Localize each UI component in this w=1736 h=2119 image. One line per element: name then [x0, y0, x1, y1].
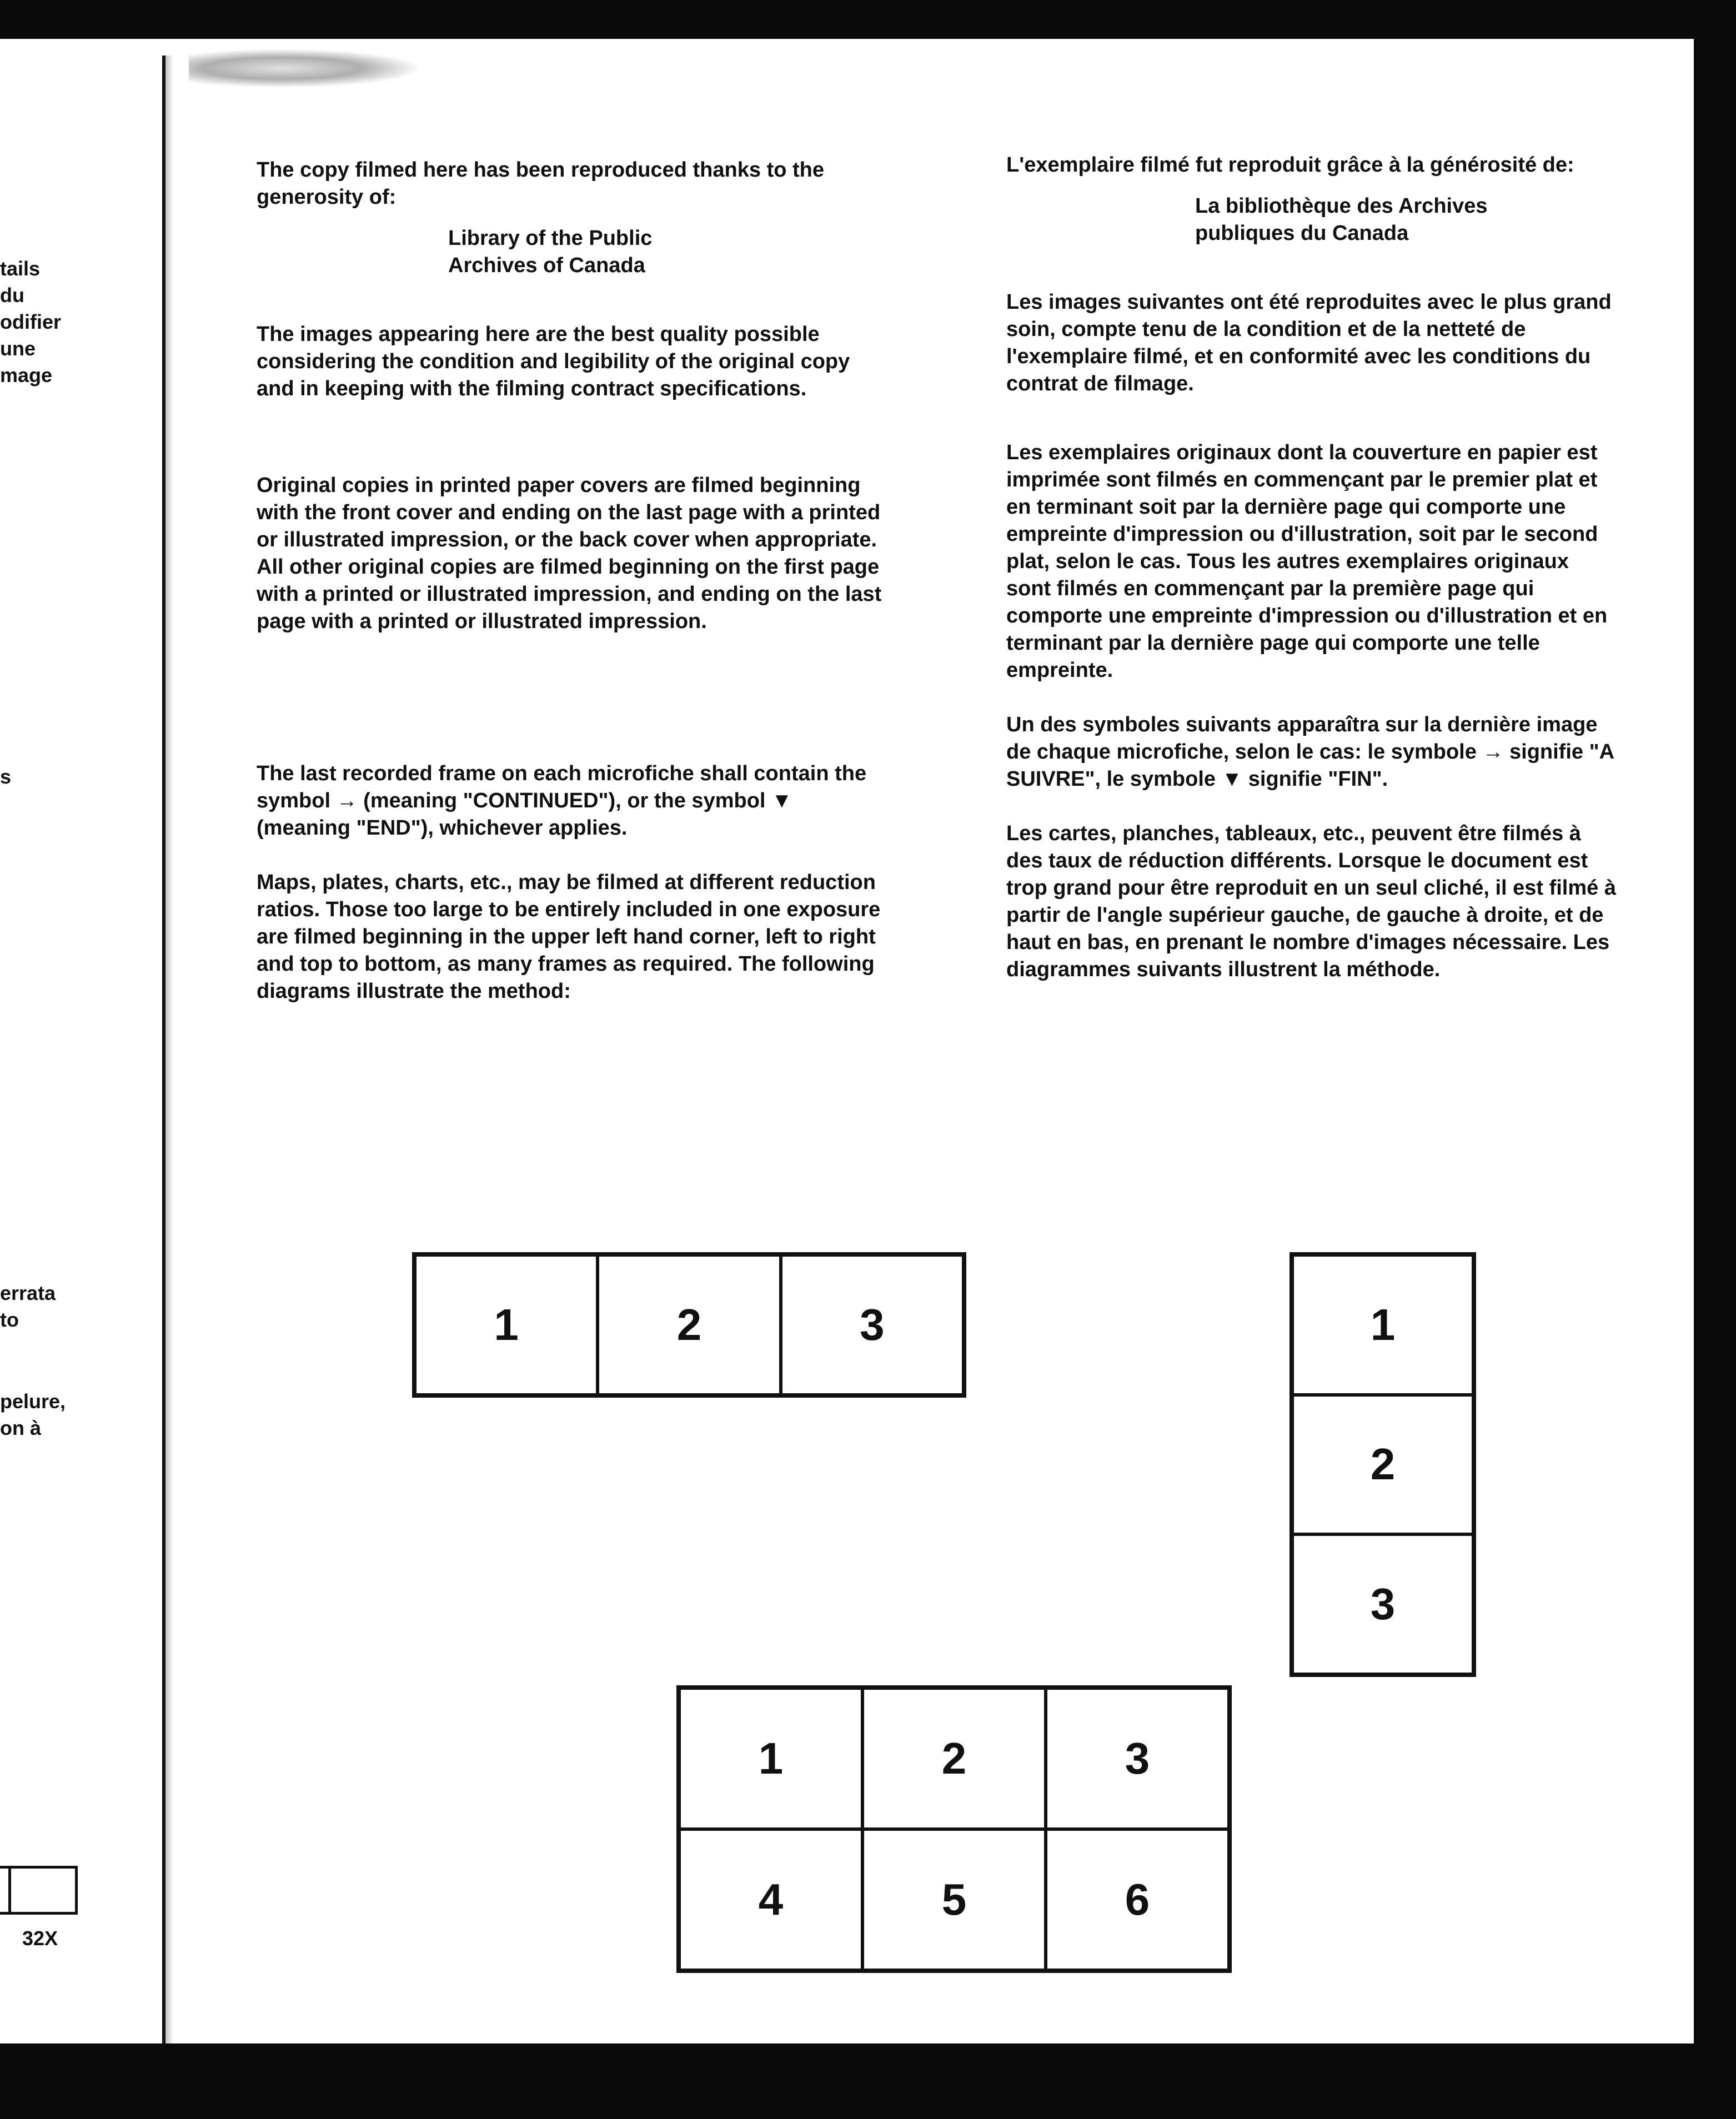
document-page — [0, 39, 1694, 2043]
fragment-line: du — [0, 284, 24, 307]
frame-cell: 3 — [781, 1255, 964, 1395]
french-intro: L'exemplaire filmé fut reproduit grâce à la générosité de: — [1006, 153, 1574, 177]
english-image-quality: The images appearing here are the best quality possible considering the condition and legibility of the original copy and in keeping with the filming contract specifications. — [257, 323, 850, 400]
left-page-fragment-group-3 — [0, 1280, 56, 1333]
triangle-down-icon: ▼ — [1221, 767, 1243, 791]
frame-cell: 1 — [1292, 1255, 1473, 1395]
frame-cell: 5 — [862, 1829, 1046, 1970]
french-library-line-2: publiques du Canada — [1195, 222, 1409, 245]
english-maps-paragraph: Maps, plates, charts, etc., may be filmed at different reduction ratios. Those too large to be entirely included in one exposure are filmed beginning in the upper left hand corner, left to right and top to bottom, as many frames as required. The following diagrams illustrate the method: — [257, 871, 881, 1003]
scan-debris — [189, 49, 422, 88]
french-maps-paragraph: Les cartes, planches, tableaux, etc., peuvent être filmés à des taux de réduction différents. Lorsque le document est trop grand pour être reproduit en un seul cliché, il est filmé à partir de l'angle supérieur gauche, de gauche à droite, et de haut en bas, en prenant le nombre d'images nécessaire. Les diagrammes suivants illustrent la méthode. — [1006, 822, 1616, 981]
fragment-line: errata — [0, 1282, 56, 1304]
triangle-down-icon: ▼ — [771, 789, 792, 812]
left-page-fragment-group-4 — [0, 1388, 66, 1442]
resolution-label-32x: 32X — [22, 1927, 58, 1950]
english-intro: The copy filmed here has been reproduced thanks to the generosity of: — [257, 158, 824, 209]
french-symbols-paragraph — [1006, 711, 1617, 793]
fragment-line: pelure, — [0, 1390, 66, 1413]
french-library-name — [1195, 193, 1617, 247]
english-original-copies: Original copies in printed paper covers are filmed beginning with the front cover and ending on the last page with a printed or illustrated impression, or the back cover when appropriate. All other original copies are filmed beginning on the first page with a printed or illustrated impression, and ending on the last page with a printed or illustrated impression. — [257, 474, 882, 633]
frame-cell: 1 — [415, 1255, 598, 1395]
diagram-horizontal-frames — [412, 1252, 966, 1398]
fragment-line: une — [0, 337, 36, 360]
fragment-line: to — [0, 1308, 19, 1331]
english-symbols-paragraph — [257, 760, 884, 842]
french-symbols-text-a: Un des symboles suivants apparaîtra sur la dernière image de chaque microfiche, selon le cas: le symbole — [1006, 713, 1598, 764]
fragment-line: odifier — [0, 310, 62, 333]
french-image-quality: Les images suivantes ont été reproduites avec le plus grand soin, compte tenu de la condition et de la netteté de l'exemplaire filmé, et en conformité avec les conditions du contrat de filmage. — [1006, 290, 1612, 395]
left-page-fragment-group-2 — [0, 764, 11, 790]
fragment-line: s — [0, 765, 12, 788]
french-symbols-text-b: signifie "A SUIVRE", le symbole — [1006, 740, 1614, 791]
arrow-icon: → — [1482, 740, 1504, 764]
frame-cell: 3 — [1292, 1534, 1473, 1674]
resolution-chart-fragment — [0, 1866, 78, 1915]
fragment-line: tails — [0, 257, 41, 280]
frame-cell: 2 — [598, 1255, 780, 1395]
english-symbols-text-b: (meaning "CONTINUED"), or the symbol — [363, 789, 766, 812]
frame-cell: 4 — [679, 1829, 862, 1970]
french-symbols-text-c: signifie "FIN". — [1248, 767, 1388, 791]
fragment-line: on à — [0, 1417, 42, 1439]
english-column — [257, 157, 884, 1005]
english-library-name — [448, 225, 884, 279]
fragment-line: mage — [0, 364, 53, 386]
frame-cell: 1 — [679, 1688, 862, 1829]
english-symbols-text-c: (meaning "END"), whichever applies. — [257, 816, 628, 840]
frame-cell: 6 — [1046, 1829, 1229, 1970]
diagram-grid-frames — [676, 1685, 1232, 1973]
arrow-icon: → — [336, 789, 358, 812]
english-library-line-1: Library of the Public — [448, 227, 653, 250]
frame-cell: 2 — [862, 1688, 1046, 1829]
english-library-line-2: Archives of Canada — [448, 254, 645, 277]
french-original-copies: Les exemplaires originaux dont la couverture en papier est imprimée sont filmés en commençant par le premier plat et en terminant soit par la dernière page qui comporte une empreinte d'impression ou d'illustration, soit par le second plat, selon le cas. Tous les autres exemplaires originaux sont filmés en commençant par la première page qui comporte une empreinte d'impression ou d'illustration et en terminant par la dernière page qui comporte une telle empreinte. — [1006, 441, 1608, 682]
frame-cell: 3 — [1046, 1688, 1229, 1829]
page-fold-shadow — [165, 56, 173, 2043]
left-page-fragment-group-1 — [0, 255, 61, 389]
french-column — [1006, 152, 1617, 983]
diagram-vertical-frames — [1290, 1252, 1476, 1677]
frame-cell: 2 — [1292, 1395, 1473, 1535]
french-library-line-1: La bibliothèque des Archives — [1195, 194, 1488, 218]
english-symbols-text-a: The last recorded frame on each microfiche shall contain the symbol — [257, 762, 867, 812]
